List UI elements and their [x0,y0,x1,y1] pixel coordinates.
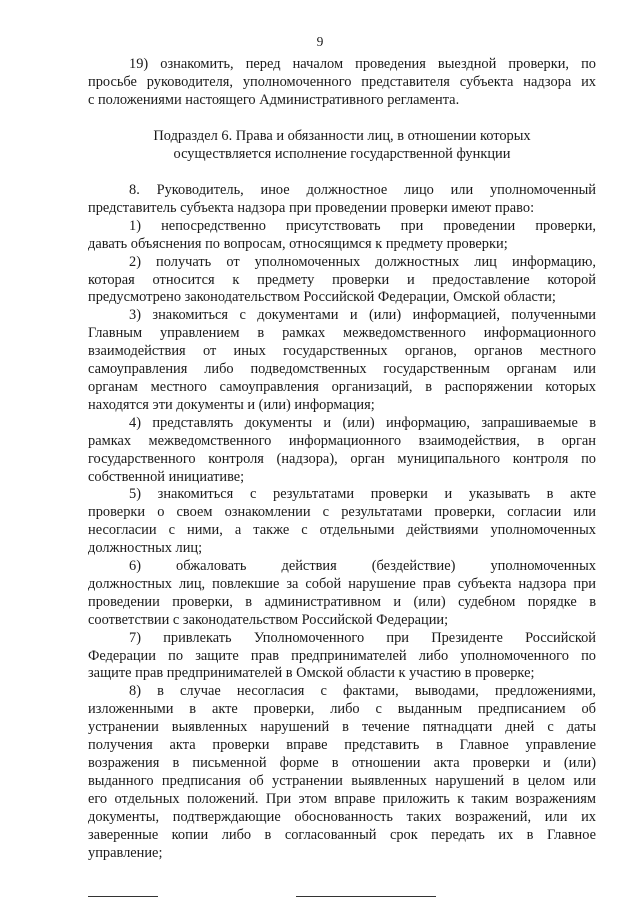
text-line: соответствии с законодательством Российской Федерации; [88,611,449,628]
text-line: просьбе руководителя, уполномоченного представителя субъекта надзора их [88,73,596,90]
text-line: 8) в случае несогласия с фактами, выводами, предложениями, [129,683,596,700]
text-line: защите прав предпринимателей в Омской области к участию в проверке; [88,665,535,682]
text-line: 1) непосредственно присутствовать при проведении проверки, [129,217,596,234]
text-line: органам местного самоуправления организаций, в распоряжении которых [88,378,596,395]
footer-rule [88,896,158,897]
text-line: взаимодействия от иных государственных органов, органов местного [88,343,596,360]
text-line: рамках межведомственного информационного взаимодействия, в орган [88,432,596,449]
text-line: его отдельных положений. При этом вправе приложить к таким возражениям [88,790,596,807]
text-line: 5) знакомиться с результатами проверки и указывать в акте [129,486,596,503]
text-line: 6) обжаловать действия (бездействие) уполномоченных [129,558,596,575]
text-line: давать объяснения по вопросам, относящимся к предмету проверки; [88,235,508,252]
section-8-body [88,182,596,862]
text-line: несогласии с ними, а также с отдельными действиями уполномоченных [88,522,596,539]
heading-line: осуществляется исполнение государственной функции [173,145,511,162]
section-heading [88,128,596,164]
text-line: 4) представлять документы и (или) информацию, запрашиваемые в [129,414,596,431]
item-19-paragraph [88,56,596,110]
text-line: должностных лиц; [88,540,203,557]
text-line: Главным управлением в рамках межведомственного информационного [88,325,596,342]
text-line: получения акта проверки вправе представить в Главное управление [88,737,596,754]
text-line: 7) привлекать Уполномоченного при Президенте Российской [129,629,596,646]
text-line: находятся эти документы и (или) информация; [88,396,375,413]
text-line: изложенными в акте проверки, либо с выданным предписанием об [88,701,596,718]
text-line: должностных лиц, повлекшие за собой нарушение прав субъекта надзора при [88,575,596,592]
text-line: 2) получать от уполномоченных должностных лиц информацию, [129,253,596,270]
text-line: 8. Руководитель, иное должностное лицо или уполномоченный [129,182,596,198]
page-number: 9 [316,34,324,49]
text-line: возражения в письменной форме в отношении акта проверки и (или) [88,755,596,771]
text-line: управление; [88,844,163,861]
text-line: с положениями настоящего Административного регламента. [88,91,460,108]
text-line: предусмотрено законодательством Российской Федерации, Омской области; [88,289,556,306]
text-line: проверки о своем ознакомлении с результатами проверки, согласии или [88,504,596,521]
text-line: 3) знакомиться с документами и (или) информацией, полученными [129,307,596,324]
text-line: которая относится к предмету проверки и предоставление которой [88,271,596,288]
heading-line: Подраздел 6. Права и обязанности лиц, в отношении которых [153,128,531,144]
text-line: самоуправления либо подведомственных государственным органам или [88,361,596,378]
text-line: проведении проверки, в административном и (или) судебном порядке в [88,593,596,610]
text-line: заверенные копии либо в согласованный срок передать их в Главное [88,826,596,843]
text-line: документы, подтверждающие обоснованность таких возражений, или их [88,808,596,825]
text-line: 19) ознакомить, перед началом проведения выездной проверки, по [129,56,596,72]
text-line: устранении выявленных нарушений в течение пятнадцати дней с даты [88,719,596,736]
text-line: выданного предписания об устранении выявленных нарушений в целом или [88,772,596,789]
text-line: представитель субъекта надзора при проведении проверки имеют право: [88,199,535,216]
text-line: Федерации по защите прав предпринимателей либо уполномоченного по [88,647,596,664]
text-line: собственной инициативе; [88,468,245,485]
footer-rule [296,896,436,897]
text-line: государственного контроля (надзора), орган муниципального контроля по [88,450,596,467]
